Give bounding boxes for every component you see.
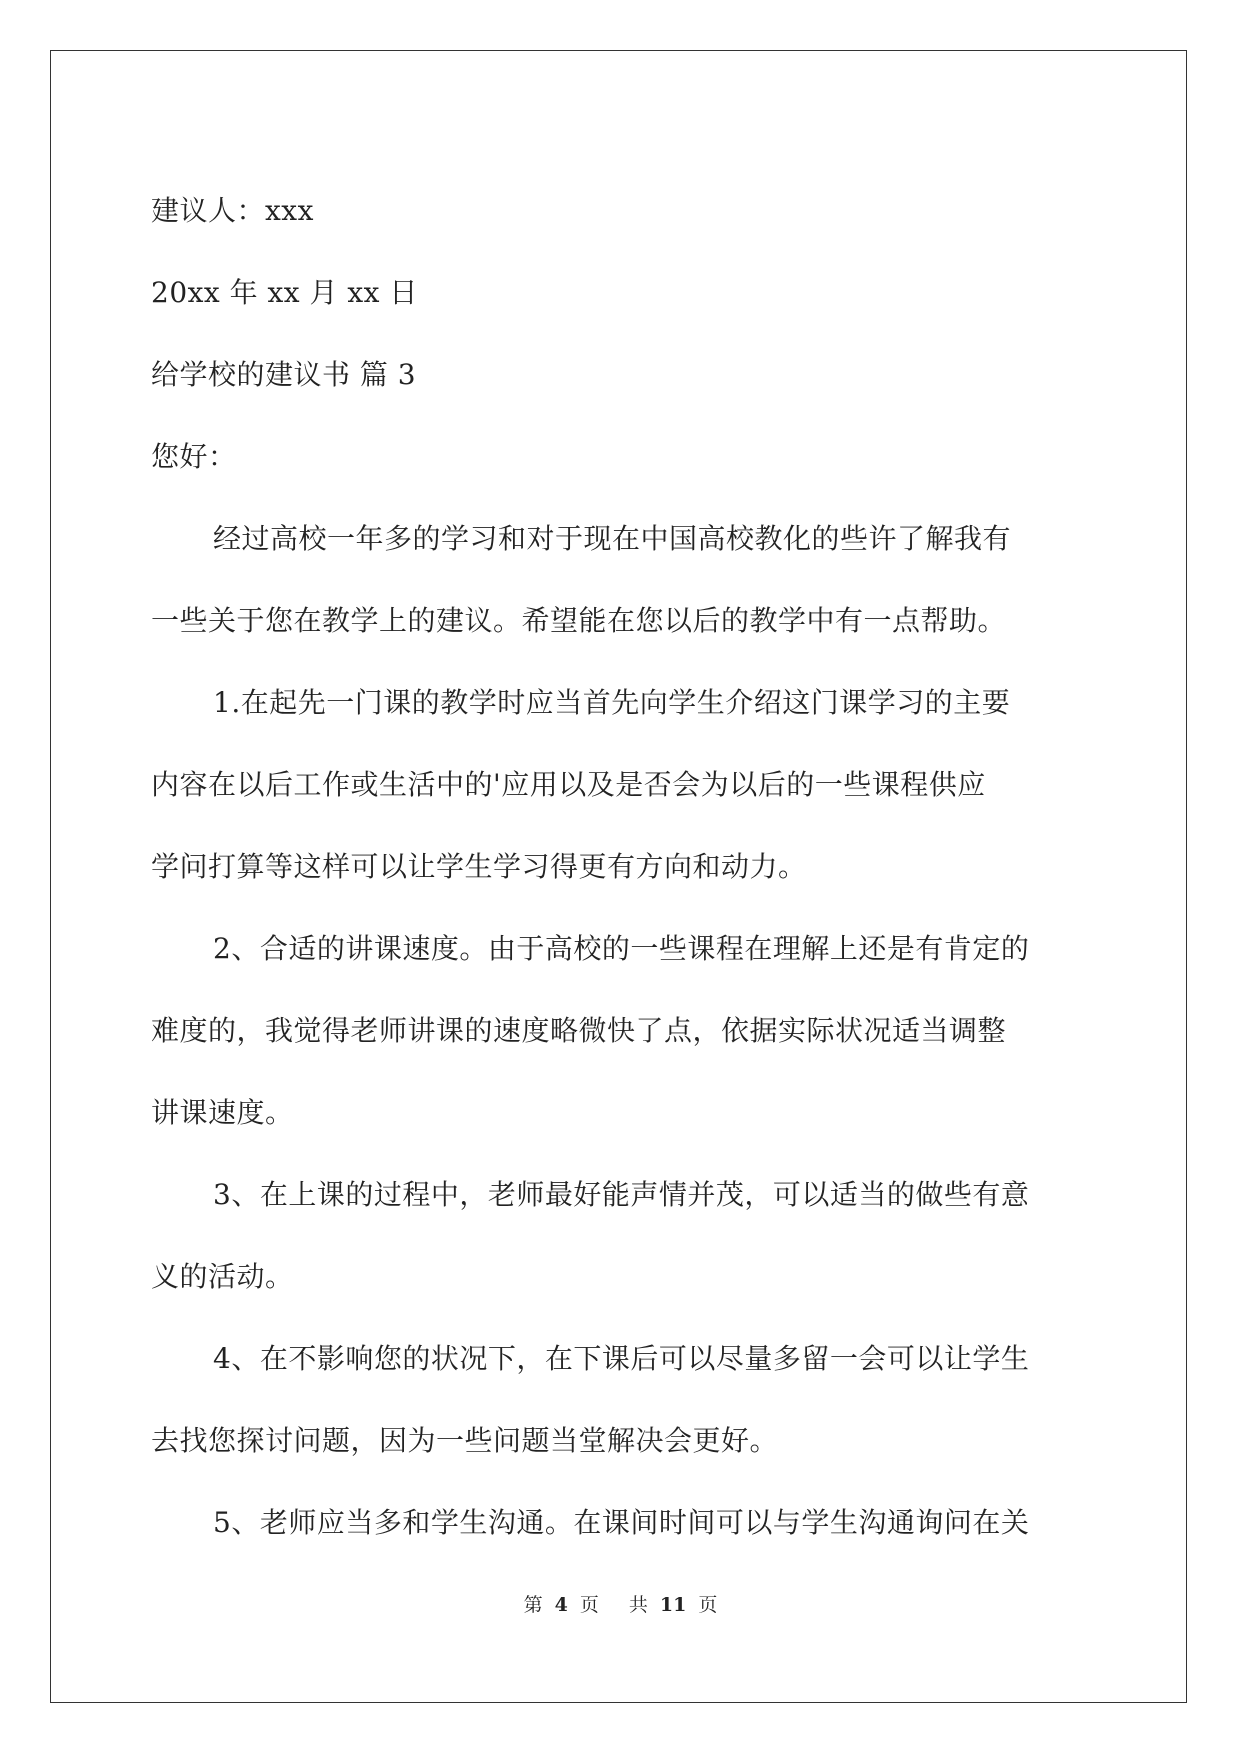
paragraph-suggestion-5 xyxy=(151,1482,1086,1564)
page-footer xyxy=(0,1590,1241,1617)
paragraph-intro xyxy=(151,498,1086,662)
date-line: 20xx 年 xx 月 xx 日 xyxy=(151,276,418,309)
page-number xyxy=(518,1594,605,1616)
paragraph-line: 经过高校一年多的学习和对于现在中国高校教化的些许了解我有 xyxy=(213,522,1012,555)
page-label-suffix: 页 xyxy=(579,1594,599,1616)
paragraph-suggestion-2 xyxy=(151,908,1086,1154)
paragraph-line: 难度的，我觉得老师讲课的速度略微快了点，依据实际状况适当调整 xyxy=(151,1014,1007,1047)
paragraph-line: 内容在以后工作或生活中的'应用以及是否会为以后的一些课程供应 xyxy=(151,768,986,801)
paragraph-line: 3、在上课的过程中，老师最好能声情并茂，可以适当的做些有意 xyxy=(213,1178,1030,1211)
total-pages: 11 xyxy=(659,1594,687,1616)
total-label-prefix: 共 xyxy=(628,1594,648,1616)
proposer-line: 建议人：xxx xyxy=(151,194,314,227)
section-title: 给学校的建议书 篇 3 xyxy=(151,358,417,391)
paragraph-suggestion-1 xyxy=(151,662,1086,908)
current-page: 4 xyxy=(554,1594,568,1616)
paragraph-line: 义的活动。 xyxy=(151,1260,294,1293)
paragraph-line: 1.在起先一门课的教学时应当首先向学生介绍这门课学习的主要 xyxy=(213,686,1011,719)
paragraph-line: 讲课速度。 xyxy=(151,1096,294,1129)
paragraph-suggestion-3 xyxy=(151,1154,1086,1318)
paragraph-suggestion-4 xyxy=(151,1318,1086,1482)
total-label-suffix: 页 xyxy=(698,1594,718,1616)
paragraph-line: 学问打算等这样可以让学生学习得更有方向和动力。 xyxy=(151,850,807,883)
document-body xyxy=(151,170,1086,1564)
page-total xyxy=(623,1594,723,1616)
greeting-line: 您好： xyxy=(151,440,237,473)
paragraph-line: 一些关于您在教学上的建议。希望能在您以后的教学中有一点帮助。 xyxy=(151,604,1007,637)
paragraph-line: 2、合适的讲课速度。由于高校的一些课程在理解上还是有肯定的 xyxy=(213,932,1030,965)
paragraph-line: 5、老师应当多和学生沟通。在课间时间可以与学生沟通询问在关 xyxy=(213,1506,1030,1539)
paragraph-line: 4、在不影响您的状况下，在下课后可以尽量多留一会可以让学生 xyxy=(213,1342,1030,1375)
paragraph-line: 去找您探讨问题，因为一些问题当堂解决会更好。 xyxy=(151,1424,779,1457)
page-label-prefix: 第 xyxy=(523,1594,543,1616)
